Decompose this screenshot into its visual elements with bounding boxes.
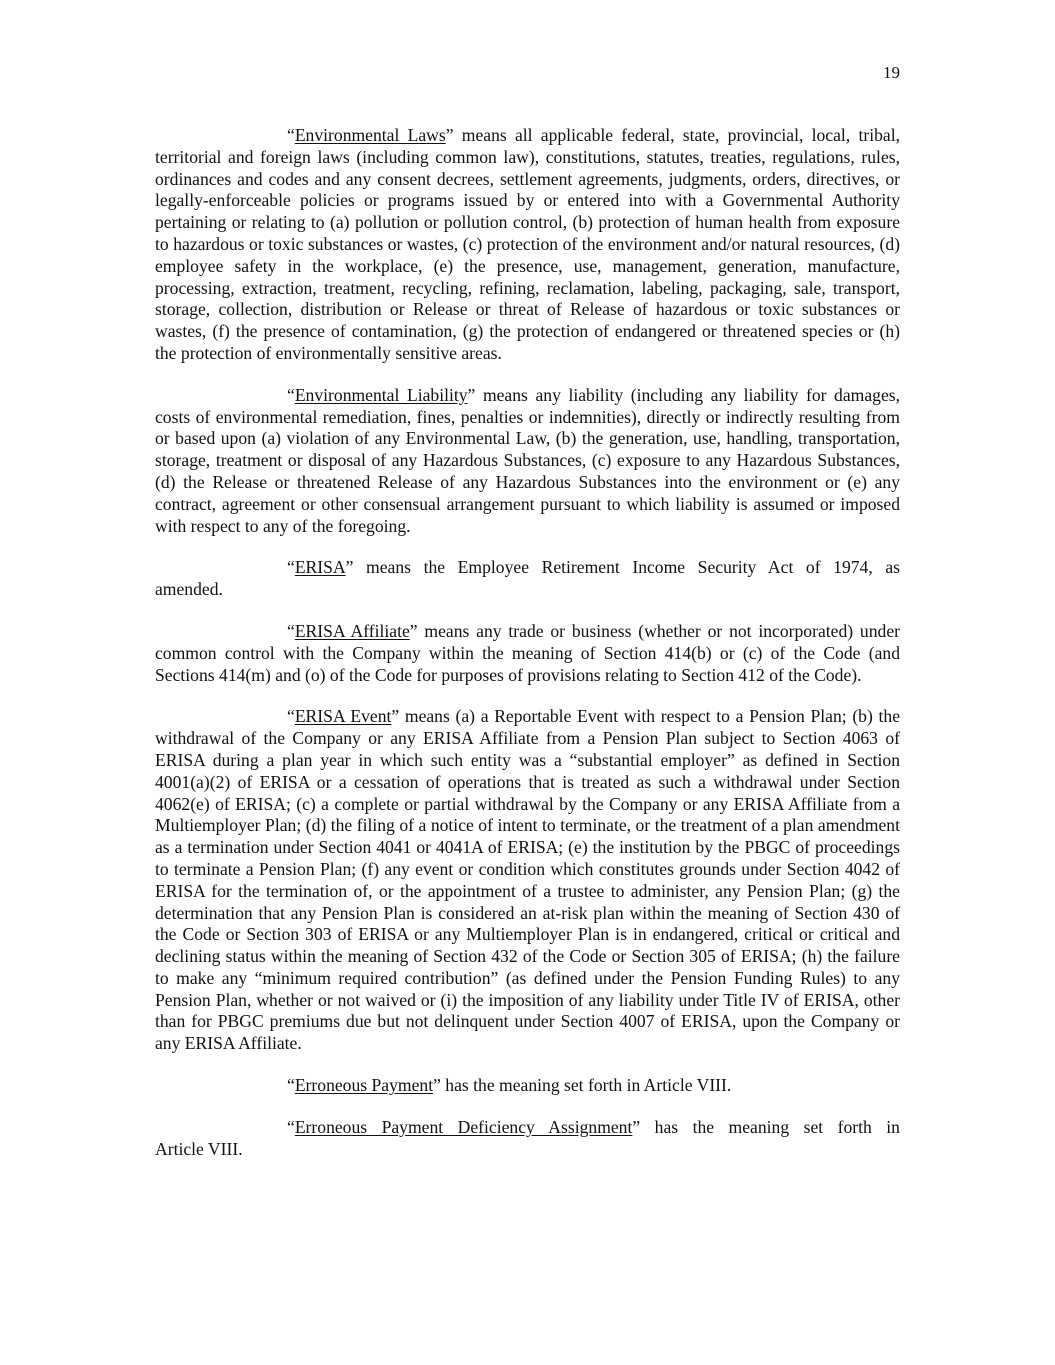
definition-erisa-affiliate: “ERISA Affiliate” means any trade or business (whether or not incorporated) under common control with the Company within the meaning of Section 414(b) or (c) of the Code (and Sections 414(m) and (o) of the Code for purposes of provisions relating to Section 412 of the Code).	[155, 620, 900, 685]
definition-text: means any liability (including any liability for damages, costs of environmental remediation, fines, penalties or indemnities), directly or indirectly resulting from or based upon (a) violation of any Environmental Law, (b) the generation, use, handling, transportation, storage, treatment or disposal of any Hazardous Substances, (c) exposure to any Hazardous Substances, (d) the Release or threatened Release of any Hazardous Substances into the environment or (e) any contract, agreement or other consensual arrangement pursuant to which liability is assumed or imposed with respect to any of the foregoing.	[155, 384, 901, 536]
defined-term: Environmental Liability	[294, 384, 468, 405]
page-number: 19	[883, 63, 900, 82]
definition-text-continued: Article VIII.	[155, 1138, 243, 1159]
defined-term: Erroneous Payment	[294, 1075, 434, 1096]
definition-text: means any trade or business (whether or not incorporated) under common control with the Company within the meaning of Section 414(b) or (c) of the Code (and Sections 414(m) and (o) of the Code for purposes of provisions relating to Section 412 of the Code).	[155, 620, 900, 685]
definition-erroneous-payment-deficiency-assignment: “Erroneous Payment Deficiency Assignment” has the meaning set forth in Article VIII.	[155, 1116, 900, 1159]
definition-environmental-liability: “Environmental Liability” means any liability (including any liability for damages, costs of environmental remediation, fines, penalties or indemnities), directly or indirectly resulting from or based upon (a) violation of any Environmental Law, (b) the generation, use, handling, transportation, storage, treatment or disposal of any Hazardous Substances, (c) exposure to any Hazardous Substances, (d) the Release or threatened Release of any Hazardous Substances into the environment or (e) any contract, agreement or other consensual arrangement pursuant to which liability is assumed or imposed with respect to any of the foregoing.	[155, 384, 901, 536]
definition-text: has the meaning set forth in Article VIII.	[440, 1075, 732, 1096]
defined-term: ERISA Event	[294, 706, 392, 727]
definition-erisa: “ERISA” means the Employee Retirement Income Security Act of 1974, as amended.	[155, 557, 900, 600]
definition-erroneous-payment: “Erroneous Payment” has the meaning set forth in Article VIII.	[287, 1075, 732, 1096]
definition-text-continued: amended.	[155, 579, 223, 600]
definition-text: means the Employee Retirement Income Security Act of 1974, as	[353, 557, 900, 578]
definition-text: has the meaning set forth in	[640, 1116, 900, 1137]
definition-text: means (a) a Reportable Event with respect to a Pension Plan; (b) the withdrawal of the Company or any ERISA Affiliate from a Pension Plan subject to Section 4063 of ERISA during a plan year in which such entity was a “substantial employer” as defined in Section 4001(a)(2) of ERISA or a cessation of operations that is treated as such a withdrawal under Section 4062(e) of ERISA; (c) a complete or partial withdrawal by the Company or any ERISA Affiliate from a Multiemployer Plan; (d) the filing of a notice of intent to terminate, or the treatment of a plan amendment as a termination under Section 4041 or 4041A of ERISA; (e) the institution by the PBGC of proceedings to terminate a Pension Plan; (f) any event or condition which constitutes grounds under Section 4042 of ERISA for the termination of, or the appointment of a trustee to administer, any Pension Plan; (g) the determination that any Pension Plan is considered an at-risk plan within the meaning of Section 430 of the Code or Section 303 of ERISA or any Multiemployer Plan is in endangered, critical or critical and declining status within the meaning of Section 432 of the Code or Section 305 of ERISA; (h) the failure to make any “minimum required contribution” (as defined under the Pension Funding Rules) to any Pension Plan, whether or not waived or (i) the imposition of any liability under Title IV of ERISA, other than for PBGC premiums due but not delinquent under Section 4007 of ERISA, upon the Company or any ERISA Affiliate.	[155, 706, 901, 1054]
defined-term: Erroneous Payment Deficiency Assignment	[294, 1116, 633, 1137]
defined-term: ERISA Affiliate	[294, 620, 410, 641]
definitions-section	[155, 125, 900, 1180]
definition-environmental-laws: “Environmental Laws” means all applicable federal, state, provincial, local, tribal, territorial and foreign laws (including common law), constitutions, statutes, treaties, regulations, rules, ordinances and codes and any consent decrees, settlement agreements, judgments, orders, directives, or legally-enforceable policies or programs issued by or entered into with a Governmental Authority pertaining or relating to (a) pollution or pollution control, (b) protection of human health from exposure to hazardous or toxic substances or wastes, (c) protection of the environment and/or natural resources, (d) employee safety in the workplace, (e) the presence, use, management, generation, manufacture, processing, extraction, treatment, recycling, refining, reclamation, labeling, packaging, sale, transport, storage, collection, distribution or Release or threat of Release of hazardous or toxic substances or wastes, (f) the presence of contamination, (g) the protection of endangered or threatened species or (h) the protection of environmentally sensitive areas.	[155, 125, 900, 363]
defined-term: ERISA	[294, 557, 346, 578]
defined-term: Environmental Laws	[294, 125, 446, 145]
definition-erisa-event: “ERISA Event” means (a) a Reportable Event with respect to a Pension Plan; (b) the withdrawal of the Company or any ERISA Affiliate from a Pension Plan subject to Section 4063 of ERISA during a plan year in which such entity was a “substantial employer” as defined in Section 4001(a)(2) of ERISA or a cessation of operations that is treated as such a withdrawal under Section 4062(e) of ERISA; (c) a complete or partial withdrawal by the Company or any ERISA Affiliate from a Multiemployer Plan; (d) the filing of a notice of intent to terminate, or the treatment of a plan amendment as a termination under Section 4041 or 4041A of ERISA; (e) the institution by the PBGC of proceedings to terminate a Pension Plan; (f) any event or condition which constitutes grounds under Section 4042 of ERISA for the termination of, or the appointment of a trustee to administer, any Pension Plan; (g) the determination that any Pension Plan is considered an at-risk plan within the meaning of Section 430 of the Code or Section 303 of ERISA or any Multiemployer Plan is in endangered, critical or critical and declining status within the meaning of Section 432 of the Code or Section 305 of ERISA; (h) the failure to make any “minimum required contribution” (as defined under the Pension Funding Rules) to any Pension Plan, whether or not waived or (i) the imposition of any liability under Title IV of ERISA, other than for PBGC premiums due but not delinquent under Section 4007 of ERISA, upon the Company or any ERISA Affiliate.	[155, 706, 901, 1054]
definition-text: means all applicable federal, state, provincial, local, tribal, territorial and foreign laws (including common law), constitutions, statutes, treaties, regulations, rules, ordinances and codes and any consent decrees, settlement agreements, judgments, orders, directives, or legally-enforceable policies or programs issued by or entered into with a Governmental Authority pertaining or relating to (a) pollution or pollution control, (b) protection of human health from exposure to hazardous or toxic substances or wastes, (c) protection of the environment and/or natural resources, (d) employee safety in the workplace, (e) the presence, use, management, generation, manufacture, processing, extraction, treatment, recycling, refining, reclamation, labeling, packaging, sale, transport, storage, collection, distribution or Release or threat of Release of hazardous or toxic substances or wastes, (f) the presence of contamination, (g) the protection of endangered or threatened species or (h) the protection of environmentally sensitive areas.	[155, 125, 900, 363]
